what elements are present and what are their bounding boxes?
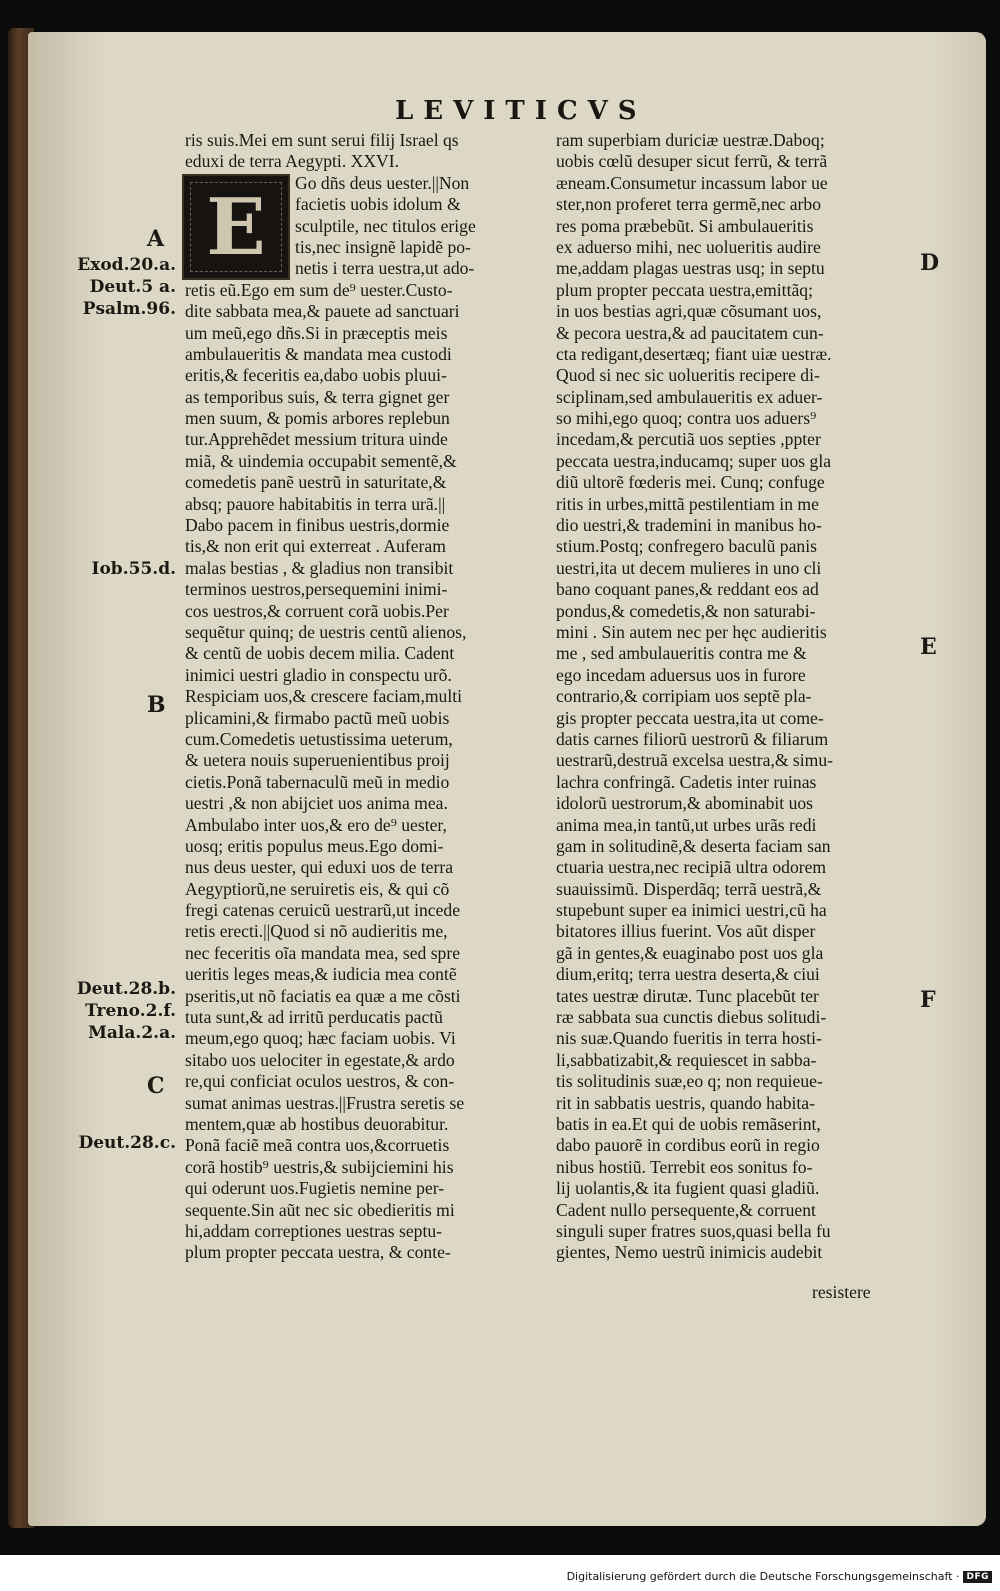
text-line: cta redigant,desertæq; fiant uiæ uestræ. bbox=[556, 343, 832, 364]
running-head: LEVITICVS bbox=[395, 96, 647, 126]
text-line: batis in ea.Et qui de uobis remãserint, bbox=[556, 1113, 821, 1134]
section-letter-c: C bbox=[147, 1073, 165, 1099]
text-line: uestri,ita ut decem mulieres in uno cli bbox=[556, 557, 822, 578]
text-line: plicamini,& firmabo pactũ meũ uobis bbox=[185, 707, 450, 728]
left-column bbox=[185, 130, 545, 1264]
text-line: cietis.Ponã tabernaculũ meũ in medio bbox=[185, 771, 450, 792]
text-line: diũ ultorẽ fœderis mei. Cunq; confuge bbox=[556, 472, 825, 493]
text-line: stupebunt super ea inimici uestri,cũ ha bbox=[556, 900, 827, 921]
text-line: pondus,& comedetis,& non saturabi- bbox=[556, 600, 816, 621]
text-line: terminos uestros,persequemini inimi- bbox=[185, 579, 448, 600]
text-line: Dabo pacem in finibus uestris,dormie bbox=[185, 515, 450, 536]
dfg-logo: DFG bbox=[963, 1571, 992, 1583]
section-letter-d: D bbox=[920, 250, 940, 276]
text-line: sequẽtur quinq; de uestris centũ alienos, bbox=[185, 621, 467, 642]
text-line: sumat animas uestras.||Frustra seretis se bbox=[185, 1092, 465, 1113]
text-line: bitatores illius fuerint. Vos aũt disper bbox=[556, 921, 816, 942]
text-line: malas bestias , & gladius non transibit bbox=[185, 557, 454, 578]
text-line: cos uestros,& corruent corã uobis.Per bbox=[185, 600, 449, 621]
text-line: mentem,quæ ab hostibus deuorabitur. bbox=[185, 1113, 449, 1134]
credit-text: Digitalisierung gefördert durch die Deutsche Forschungsgemeinschaft · bbox=[566, 1570, 960, 1583]
text-line: sitabo uos uelociter in egestate,& ardo bbox=[185, 1049, 455, 1070]
text-line: ambulaueritis & mandata mea custodi bbox=[185, 343, 452, 364]
text-line: datis carnes filiorũ uestrorũ & filiarum bbox=[556, 728, 829, 749]
text-line: mini . Sin autem nec per hęc audieritis bbox=[556, 621, 827, 642]
text-line: tis solitudinis suæ,eo q; non requieue- bbox=[556, 1071, 823, 1092]
text-line: ram superbiam duriciæ uestræ.Daboq; bbox=[556, 130, 825, 150]
text-line: gientes, Nemo uestrũ inimicis audebit bbox=[556, 1242, 823, 1263]
text-line: ex aduerso mihi, nec uolueritis audire bbox=[556, 236, 821, 257]
text-line: fregi catenas ceruicũ uestrarũ,ut incede bbox=[185, 900, 460, 921]
text-line: idolorũ uestrorum,& abominabit uos bbox=[556, 793, 814, 814]
text-line: tis,nec insignẽ lapidẽ po- bbox=[295, 236, 471, 257]
margin-ref: Deut.28.b. bbox=[76, 979, 176, 999]
text-line: me,addam plagas uestras usq; in septu bbox=[556, 258, 825, 279]
text-line: gã in gentes,& euaginabo post uos gla bbox=[556, 942, 824, 963]
text-line: & uetera nouis superuenientibus proij bbox=[185, 750, 450, 771]
text-line: & pecora uestra,& ad paucitatem cun- bbox=[556, 322, 824, 343]
text-line: anima mea,in tantũ,ut urbes urãs redi bbox=[556, 814, 817, 835]
text-line: eduxi de terra Aegypti. XXVI. bbox=[185, 151, 399, 172]
text-line: hi,addam correptiones uestras septu- bbox=[185, 1220, 442, 1241]
text-line: ritis in urbes,mittã pestilentiam in me bbox=[556, 493, 819, 514]
text-line: lachra confringã. Cadetis inter ruinas bbox=[556, 771, 817, 792]
margin-ref: Exod.20.a. bbox=[77, 255, 176, 275]
text-line: Ponã faciẽ meã contra uos,&corruetis bbox=[185, 1135, 450, 1156]
text-line: cum.Comedetis uetustissima ueterum, bbox=[185, 728, 453, 749]
text-line: tuta sunt,& ad irritũ perducatis pactũ bbox=[185, 1007, 443, 1028]
text-line: miã, & uindemia occupabit sementẽ,& bbox=[185, 450, 457, 471]
text-line: facietis uobis idolum & bbox=[295, 194, 461, 215]
text-line: æneam.Consumetur incassum labor ue bbox=[556, 172, 828, 193]
text-line: netis i terra uestra,ut ado- bbox=[295, 258, 475, 279]
text-line: um meũ,ego dñs.Si in præceptis meis bbox=[185, 322, 448, 343]
margin-ref: Iob.55.d. bbox=[91, 559, 176, 579]
text-line: tates uestræ dirutæ. Tunc placebũt ter bbox=[556, 985, 819, 1006]
section-letter-e: E bbox=[920, 634, 937, 660]
text-line: incedam,& percutiã uos septies ,ppter bbox=[556, 429, 821, 450]
text-line: li,sabbatizabit,& requiescet in sabba- bbox=[556, 1049, 817, 1070]
text-line: sequente.Sin aũt nec sic obedieritis mi bbox=[185, 1199, 455, 1220]
text-line: peccata uestra,inducamq; super uos gla bbox=[556, 450, 832, 471]
text-line: plum propter peccata uestra, & conte- bbox=[185, 1242, 451, 1263]
section-letter-b: B bbox=[147, 692, 166, 718]
text-line: uestri ,& non abijciet uos anima mea. bbox=[185, 793, 448, 814]
text-line: ego incedam aduersus uos in furore bbox=[556, 664, 806, 685]
text-line: dio uestri,& trademini in manibus ho- bbox=[556, 515, 822, 536]
text-line: ster,non proferet terra germẽ,nec arbo bbox=[556, 194, 822, 215]
text-line: gis propter peccata uestra,ita ut come- bbox=[556, 707, 824, 728]
text-line: corã hostib⁹ uestris,& subijciemini his bbox=[185, 1156, 454, 1177]
text-line: ris suis.Mei em sunt serui filij Israel qs bbox=[185, 130, 459, 150]
text-line: stium.Postq; confregero baculũ panis bbox=[556, 536, 817, 557]
initial-letter: E bbox=[206, 181, 266, 273]
text-line: sculptile, nec titulos erige bbox=[295, 215, 476, 236]
section-letter-a: A bbox=[147, 226, 165, 252]
text-line: uosq; eritis populus meus.Ego domi- bbox=[185, 835, 444, 856]
text-line: dite sabbata mea,& pauete ad sanctuari bbox=[185, 301, 460, 322]
text-line: uestrarũ,destruã excelsa uestra,& simu- bbox=[556, 750, 833, 771]
digitization-credit bbox=[567, 1570, 992, 1583]
text-line: nis suæ.Quando fueritis in terra hosti- bbox=[556, 1028, 822, 1049]
text-line: comedetis panẽ uestrũ in saturitate,& bbox=[185, 472, 447, 493]
text-line: Cadent nullo persequente,& corruent bbox=[556, 1199, 816, 1220]
text-line: men suum, & pomis arbores replebun bbox=[185, 408, 450, 429]
catchword: resistere bbox=[812, 1282, 871, 1302]
text-line: Aegyptiorũ,ne seruiretis eis, & qui cõ bbox=[185, 878, 450, 899]
text-line: me , sed ambulaueritis contra me & bbox=[556, 643, 807, 664]
text-line: & centũ de uobis decem milia. Cadent bbox=[185, 643, 455, 664]
margin-ref: Mala.2.a. bbox=[88, 1023, 176, 1043]
right-column bbox=[556, 130, 908, 1264]
text-line: contrario,& corripiam uos septẽ pla- bbox=[556, 686, 812, 707]
text-line: rit in sabbatis uestris, quando habita- bbox=[556, 1092, 815, 1113]
text-line: ueritis leges meas,& iudicia mea contẽ bbox=[185, 964, 457, 985]
text-line: inimici uestri gladio in conspectu urõ. bbox=[185, 664, 452, 685]
text-line: meum,ego quoq; hæc faciam uobis. Vi bbox=[185, 1028, 456, 1049]
text-line: bano coquant panes,& reddant eos ad bbox=[556, 579, 819, 600]
text-line: tur.Apprehẽdet messium tritura uinde bbox=[185, 429, 448, 450]
text-line: Go dñs deus uester.||Non bbox=[295, 172, 470, 193]
text-line: sciplinam,sed ambulaueritis ex aduer- bbox=[556, 386, 823, 407]
text-line: plum propter peccata uestra,emittãq; bbox=[556, 279, 813, 300]
margin-ref: Deut.28.c. bbox=[78, 1133, 176, 1153]
text-line: nibus hostiũ. Terrebit eos sonitus fo- bbox=[556, 1156, 813, 1177]
text-line: ctuaria uestra,nec recipiã ultra odorem bbox=[556, 857, 827, 878]
text-line: as temporibus suis, & terra gignet ger bbox=[185, 386, 450, 407]
margin-ref: Deut.5 a. bbox=[89, 277, 176, 297]
text-line: lij uolantis,& ita fugient quasi gladiũ. bbox=[556, 1178, 820, 1199]
text-line: pseritis,ut nõ faciatis ea quæ a me cõsti bbox=[185, 985, 461, 1006]
text-line: tis,& non erit qui exterreat . Auferam bbox=[185, 536, 446, 557]
text-line: dabo pauorẽ in cordibus eorũ in regio bbox=[556, 1135, 820, 1156]
text-line: eritis,& feceritis ea,dabo uobis pluui- bbox=[185, 365, 447, 386]
text-line: suauissimũ. Disperdãq; terrã uestrã,& bbox=[556, 878, 822, 899]
text-line: so mihi,ego quoq; contra uos aduers⁹ bbox=[556, 408, 817, 429]
text-line: Respiciam uos,& crescere faciam,multi bbox=[185, 686, 462, 707]
text-line: gam in solitudinẽ,& deserta faciam san bbox=[556, 835, 831, 856]
text-line: Ambulabo inter uos,& ero de⁹ uester, bbox=[185, 814, 447, 835]
text-line: nus deus uester, qui eduxi uos de terra bbox=[185, 857, 454, 878]
text-line: ræ sabbata sua cunctis diebus solitudi- bbox=[556, 1007, 827, 1028]
section-letter-f: F bbox=[920, 987, 936, 1013]
margin-ref: Psalm.96. bbox=[82, 299, 176, 319]
text-line: singuli super fratres suos,quasi bella fu bbox=[556, 1220, 831, 1241]
text-line: uobis cœlũ desuper sicut ferrũ, & terrã bbox=[556, 151, 828, 172]
text-line: nec feceritis oĩa mandata mea, sed spre bbox=[185, 942, 461, 963]
text-line: Quod si nec sic uolueritis recipere di- bbox=[556, 365, 820, 386]
text-line: qui oderunt uos.Fugietis nemine per- bbox=[185, 1178, 445, 1199]
text-line: re,qui conficiat oculos uestros, & con- bbox=[185, 1071, 455, 1092]
text-line: absq; pauore habitabitis in terra urã.|| bbox=[185, 493, 446, 514]
margin-ref: Treno.2.f. bbox=[85, 1001, 176, 1021]
text-line: retis erecti.||Quod si nõ audieritis me, bbox=[185, 921, 448, 942]
text-line: retis eũ.Ego em sum de⁹ uester.Custo- bbox=[185, 279, 453, 300]
text-line: in uos bestias agri,quæ cõsumant uos, bbox=[556, 301, 822, 322]
text-line: dium,eritq; terra uestra deserta,& ciui bbox=[556, 964, 820, 985]
text-line: res poma præbebũt. Si ambulaueritis bbox=[556, 215, 814, 236]
